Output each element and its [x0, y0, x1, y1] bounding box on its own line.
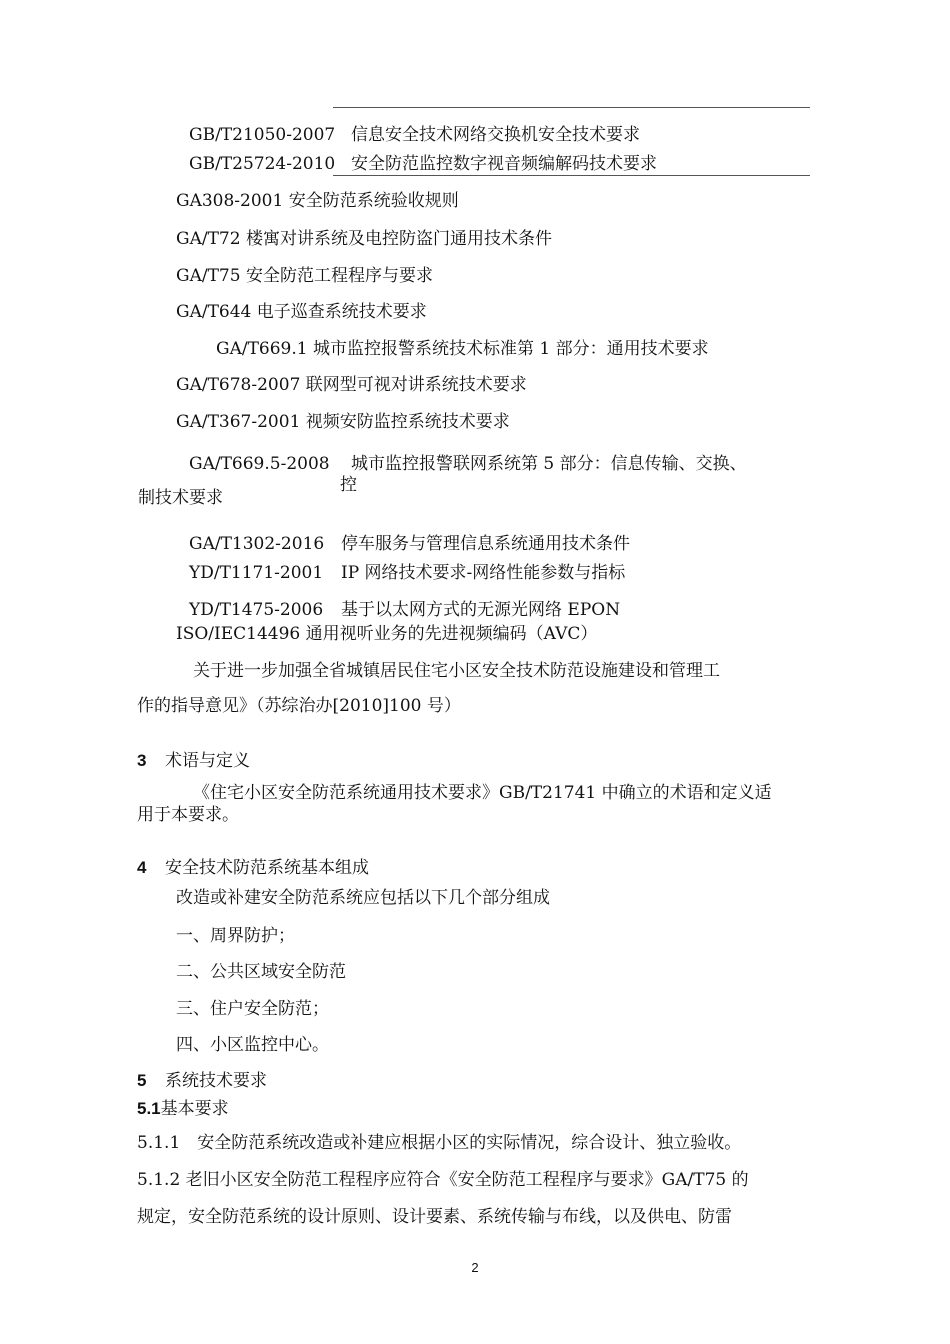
standard-row	[189, 599, 620, 621]
section-3-body-line-2: 用于本要求。	[137, 805, 239, 825]
paragraph-5-1-1: 5.1.1 安全防范系统改造或补建应根据小区的实际情况，综合设计、独立验收。	[137, 1133, 742, 1153]
standard-title-wrap: 控	[340, 475, 357, 495]
standard-continuation: 制技术要求	[138, 488, 223, 508]
guidance-line-1: 关于进一步加强全省城镇居民住宅小区安全技术防范设施建设和管理工	[193, 661, 720, 681]
standard-item: GA/T669.1 城市监控报警系统技术标准第 1 部分：通用技术要求	[216, 339, 709, 359]
guidance-line-2: 作的指导意见》（苏综治办[2010]100 号）	[137, 696, 461, 716]
standard-row	[189, 533, 630, 555]
standard-item: GA308-2001 安全防范系统验收规则	[176, 191, 459, 211]
standard-row	[189, 153, 657, 175]
section-4-heading	[137, 857, 369, 879]
section-number: 4	[137, 858, 147, 877]
list-item: 二、公共区域安全防范	[176, 962, 346, 982]
page-number: 2	[471, 1260, 479, 1275]
section-3-body-line-1: 《住宅小区安全防范系统通用技术要求》GB/T21741 中确立的术语和定义适	[193, 783, 772, 803]
section-3-heading	[137, 750, 250, 772]
standard-item: GA/T644 电子巡查系统技术要求	[176, 302, 427, 322]
list-item: 四、小区监控中心。	[176, 1035, 329, 1055]
section-number: 5	[137, 1071, 147, 1090]
standard-item: GA/T72 楼寓对讲系统及电控防盗门通用技术条件	[176, 229, 552, 249]
standard-item: GA/T75 安全防范工程程序与要求	[176, 266, 433, 286]
table-bottom-rule	[333, 175, 810, 176]
list-item: 三、住户安全防范；	[176, 999, 329, 1019]
paragraph-5-1-2-line-2: 规定，安全防范系统的设计原则、设计要素、系统传输与布线，以及供电、防雷	[137, 1207, 732, 1227]
standard-title: 安全防范监控数字视音频编解码技术要求	[351, 154, 657, 174]
standard-row	[189, 562, 625, 584]
section-title: 系统技术要求	[165, 1071, 267, 1091]
section-number: 3	[137, 751, 147, 770]
standard-title: 城市监控报警联网系统第 5 部分：信息传输、交换、	[351, 454, 747, 474]
standard-code: GB/T25724-2010	[189, 154, 336, 174]
section-5-heading	[137, 1070, 267, 1092]
section-title: 术语与定义	[165, 751, 250, 771]
standard-title: 信息安全技术网络交换机安全技术要求	[351, 125, 640, 145]
subsection-number: 5.1	[137, 1099, 161, 1118]
section-title: 安全技术防范系统基本组成	[165, 858, 369, 878]
list-item: 一、周界防护；	[176, 926, 295, 946]
subsection-title: 基本要求	[160, 1099, 229, 1119]
standard-item: GA/T367-2001 视频安防监控系统技术要求	[176, 412, 510, 432]
standard-row	[189, 124, 640, 146]
standard-code: YD/T1475-2006	[189, 600, 324, 620]
table-top-rule	[333, 107, 810, 108]
iso-standard: ISO/IEC14496 通用视听业务的先进视频编码（AVC）	[176, 624, 598, 644]
standard-code: GA/T1302-2016	[189, 534, 325, 554]
paragraph-5-1-2-line-1: 5.1.2 老旧小区安全防范工程程序应符合《安全防范工程程序与要求》GA/T75 的	[137, 1170, 749, 1190]
standard-code: GA/T669.5-2008	[189, 454, 330, 474]
section-4-intro: 改造或补建安全防范系统应包括以下几个部分组成	[176, 888, 550, 908]
subsection-5-1-heading	[137, 1098, 229, 1120]
standard-title: 基于以太网方式的无源光网络 EPON	[341, 600, 621, 620]
standard-title: 停车服务与管理信息系统通用技术条件	[341, 534, 630, 554]
standard-item: GA/T678-2007 联网型可视对讲系统技术要求	[176, 375, 527, 395]
standard-code: GB/T21050-2007	[189, 125, 336, 145]
standard-title: IP 网络技术要求-网络性能参数与指标	[341, 563, 626, 583]
standard-code: YD/T1171-2001	[189, 563, 324, 583]
